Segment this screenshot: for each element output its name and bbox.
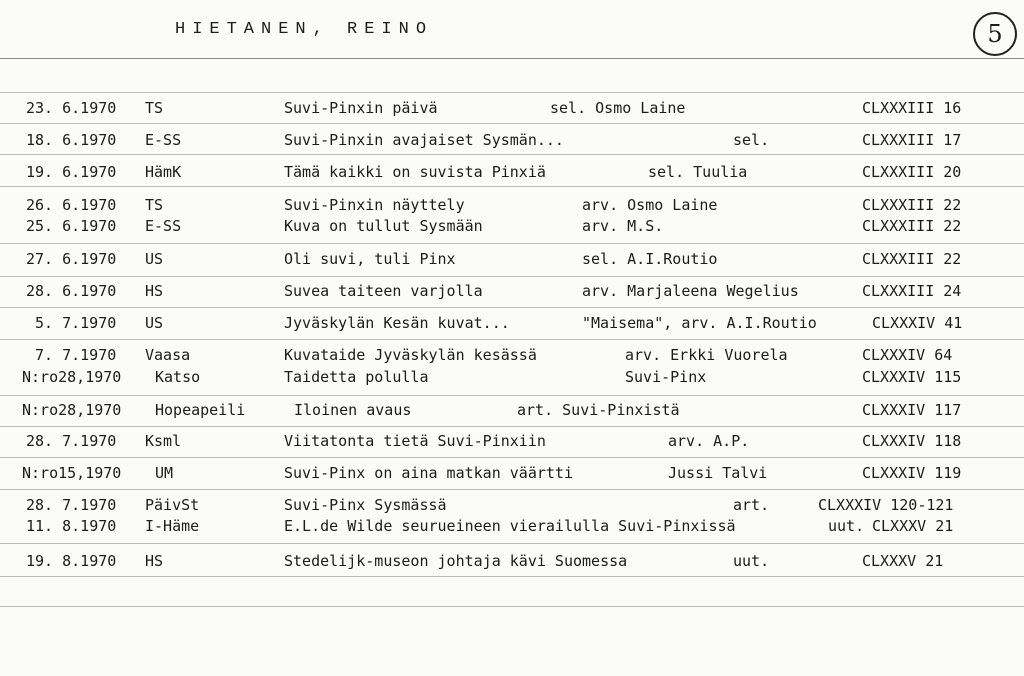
entry-date: N:ro28,1970 [22, 401, 122, 419]
entry-reference: CLXXXIII 17 [862, 131, 962, 149]
rule-line [0, 92, 1024, 93]
entry-author: arv. Marjaleena Wegelius [582, 282, 799, 300]
entry-title: Suvi-Pinxin päivä [284, 99, 438, 117]
entry-title: Kuvataide Jyväskylän kesässä [284, 346, 537, 364]
rule-line [0, 243, 1024, 244]
entry-reference: CLXXXIV 117 [862, 401, 962, 419]
card-title: HIETANEN, REINO [175, 20, 434, 39]
entry-source: I-Häme [145, 517, 200, 535]
entry-title: Viitatonta tietä Suvi-Pinxiin [284, 432, 546, 450]
entry-reference: CLXXXIII 24 [862, 282, 962, 300]
entry-title: Tämä kaikki on suvista Pinxiä [284, 163, 546, 181]
rule-line [0, 606, 1024, 607]
entry-row [0, 344, 1024, 366]
rule-line [0, 489, 1024, 490]
entry-source: TS [145, 99, 164, 117]
entry-reference: CLXXXIV 41 [872, 314, 963, 332]
entry-title: Taidetta polulla [284, 368, 429, 386]
entry-source: HämK [145, 163, 182, 181]
entry-date: 19. 6.1970 [26, 163, 117, 181]
entry-reference: CLXXXIV 118 [862, 432, 962, 450]
entry-reference: CLXXXIV 115 [862, 368, 962, 386]
entry-date: 27. 6.1970 [26, 250, 117, 268]
entry-author: sel. Osmo Laine [550, 99, 686, 117]
entry-title: Suvi-Pinxin näyttely [284, 196, 465, 214]
entry-source: Vaasa [145, 346, 191, 364]
entry-title: Kuva on tullut Sysmään [284, 217, 483, 235]
entry-author: uut. [828, 517, 865, 535]
entry-row [0, 550, 1024, 572]
entry-reference: CLXXXIV 120-121 [818, 496, 954, 514]
entry-author: arv. Erkki Vuorela [625, 346, 788, 364]
rule-line [0, 426, 1024, 427]
entry-title: Oli suvi, tuli Pinx [284, 250, 456, 268]
entry-date: 18. 6.1970 [26, 131, 117, 149]
entry-author: arv. M.S. [582, 217, 664, 235]
rule-line [0, 457, 1024, 458]
entry-author: art. Suvi-Pinxistä [517, 401, 680, 419]
entry-reference: CLXXXIII 22 [862, 196, 962, 214]
entry-row [0, 280, 1024, 302]
entry-date: 26. 6.1970 [26, 196, 117, 214]
rule-line [0, 543, 1024, 544]
rule-line [0, 339, 1024, 340]
rule-line [0, 123, 1024, 124]
entry-title: Suvi-Pinx on aina matkan väärtti [284, 464, 573, 482]
entry-date: 25. 6.1970 [26, 217, 117, 235]
entry-reference: CLXXXV 21 [862, 552, 944, 570]
entry-source: Hopeapeili [155, 401, 246, 419]
entry-reference: CLXXXIII 22 [862, 250, 962, 268]
entry-reference: CLXXXIII 22 [862, 217, 962, 235]
entry-title: Suvi-Pinx Sysmässä [284, 496, 447, 514]
rule-line [0, 58, 1024, 59]
entry-author: "Maisema", arv. A.I.Routio [582, 314, 817, 332]
entry-source: US [145, 314, 164, 332]
entry-row [0, 129, 1024, 151]
entry-author: Suvi-Pinx [625, 368, 707, 386]
entry-source: HS [145, 552, 164, 570]
entry-row [0, 515, 1024, 537]
entry-row [0, 248, 1024, 270]
entry-author: art. [733, 496, 770, 514]
entry-date: 23. 6.1970 [26, 99, 117, 117]
entry-author: sel. A.I.Routio [582, 250, 718, 268]
entry-row [0, 399, 1024, 421]
entry-source: PäivSt [145, 496, 200, 514]
entry-author: sel. Tuulia [648, 163, 748, 181]
entry-date: 28. 7.1970 [26, 432, 117, 450]
entry-date: 11. 8.1970 [26, 517, 117, 535]
entry-date: 28. 7.1970 [26, 496, 117, 514]
entry-row [0, 462, 1024, 484]
entry-source: US [145, 250, 164, 268]
entry-source: E-SS [145, 217, 182, 235]
entry-title: Suvi-Pinxin avajaiset Sysmän... [284, 131, 564, 149]
entry-row [0, 97, 1024, 119]
entry-reference: CLXXXIV 64 [862, 346, 953, 364]
entry-source: Ksml [145, 432, 182, 450]
rule-line [0, 576, 1024, 577]
entry-date: N:ro28,1970 [22, 368, 122, 386]
rule-line [0, 395, 1024, 396]
entry-source: UM [155, 464, 174, 482]
entry-row [0, 312, 1024, 334]
entry-title: Iloinen avaus [294, 401, 412, 419]
rule-line [0, 154, 1024, 155]
page-number-badge: 5 [973, 12, 1017, 56]
entry-date: 5. 7.1970 [35, 314, 117, 332]
entry-reference: CLXXXIII 16 [862, 99, 962, 117]
entry-row [0, 430, 1024, 452]
entry-author: arv. Osmo Laine [582, 196, 718, 214]
entry-author: uut. [733, 552, 770, 570]
entry-title: Stedelijk-museon johtaja kävi Suomessa [284, 552, 628, 570]
entry-source: E-SS [145, 131, 182, 149]
entry-row [0, 366, 1024, 388]
entry-date: 28. 6.1970 [26, 282, 117, 300]
entry-author: Jussi Talvi [668, 464, 768, 482]
entry-title: Jyväskylän Kesän kuvat... [284, 314, 510, 332]
entry-title: Suvea taiteen varjolla [284, 282, 483, 300]
entry-reference: CLXXXIV 119 [862, 464, 962, 482]
entry-row [0, 161, 1024, 183]
entry-author: sel. [733, 131, 770, 149]
entry-source: TS [145, 196, 164, 214]
entry-reference: CLXXXIII 20 [862, 163, 962, 181]
entry-row [0, 194, 1024, 216]
rule-line [0, 307, 1024, 308]
entry-source: Katso [155, 368, 201, 386]
entry-author: arv. A.P. [668, 432, 750, 450]
entry-date: 7. 7.1970 [35, 346, 117, 364]
entry-row [0, 494, 1024, 516]
entry-title: E.L.de Wilde seurueineen vierailulla Suvi-Pinxissä [284, 517, 736, 535]
entry-date: 19. 8.1970 [26, 552, 117, 570]
entry-row [0, 215, 1024, 237]
entry-date: N:ro15,1970 [22, 464, 122, 482]
rule-line [0, 276, 1024, 277]
rule-line [0, 186, 1024, 187]
entry-source: HS [145, 282, 164, 300]
entry-reference: CLXXXV 21 [872, 517, 954, 535]
